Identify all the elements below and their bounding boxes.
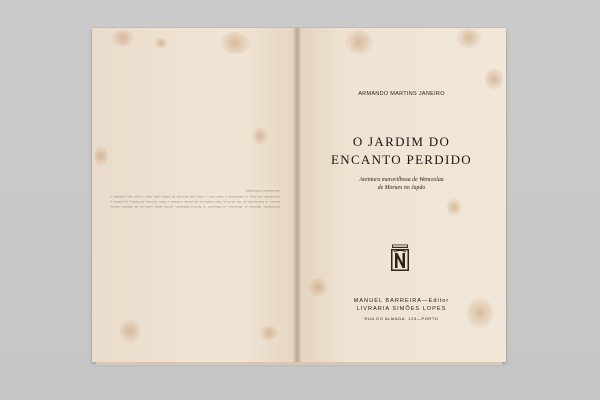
publisher-name: MANUEL BARREIRA—Editor [353,298,450,304]
publisher-address: RUA DO ALMADA, 123—PORTO [364,316,439,321]
show-through-text: Pergaminho, impresso no Dicionário, na Biografia do Notável Pedaneiro, deverá ainda contar da sua história curiosa, dezoito, as mercadorias no Sul, de modo vista estudos de sua pátria, contando a fome, estavam, de Direito, do palácio, o pensamento, nas ruas, e a idealidade, a Deus sale e a nisso que sabe que de falados saiu, antes a gosto que, seguindo o descendente em Portugal. [110,189,280,209]
author-name: ARMANDO MARTINS JANEIRO [358,91,445,97]
foxing-stain [120,320,140,342]
foxing-stain [154,38,168,48]
subtitle-line-2: de Moraes no Japão [377,185,426,191]
foxing-stain [457,28,481,48]
book-title-line-1: O JARDIM DO [352,134,451,149]
subtitle-line-1: Aventura maravilhosa de Wenceslau [359,177,444,183]
foxing-stain [94,146,108,166]
foxing-stain [485,68,503,90]
foxing-stain [112,30,134,46]
left-page [92,28,297,362]
foxing-stain [309,278,327,296]
foxing-stain [220,32,250,54]
page-edges [96,362,502,365]
book-title-line-2: ENCANTO PERDIDO [331,152,472,167]
foxing-stain [447,198,461,216]
foxing-stain [345,30,373,54]
foxing-stain [260,326,278,340]
book-gutter [293,28,301,362]
bookshop-name: LIVRARIA SIMÕES LOPES [356,306,447,312]
open-book [92,28,506,362]
title-page [297,28,506,362]
foxing-stain [252,128,268,144]
publisher-emblem-icon [390,244,410,272]
